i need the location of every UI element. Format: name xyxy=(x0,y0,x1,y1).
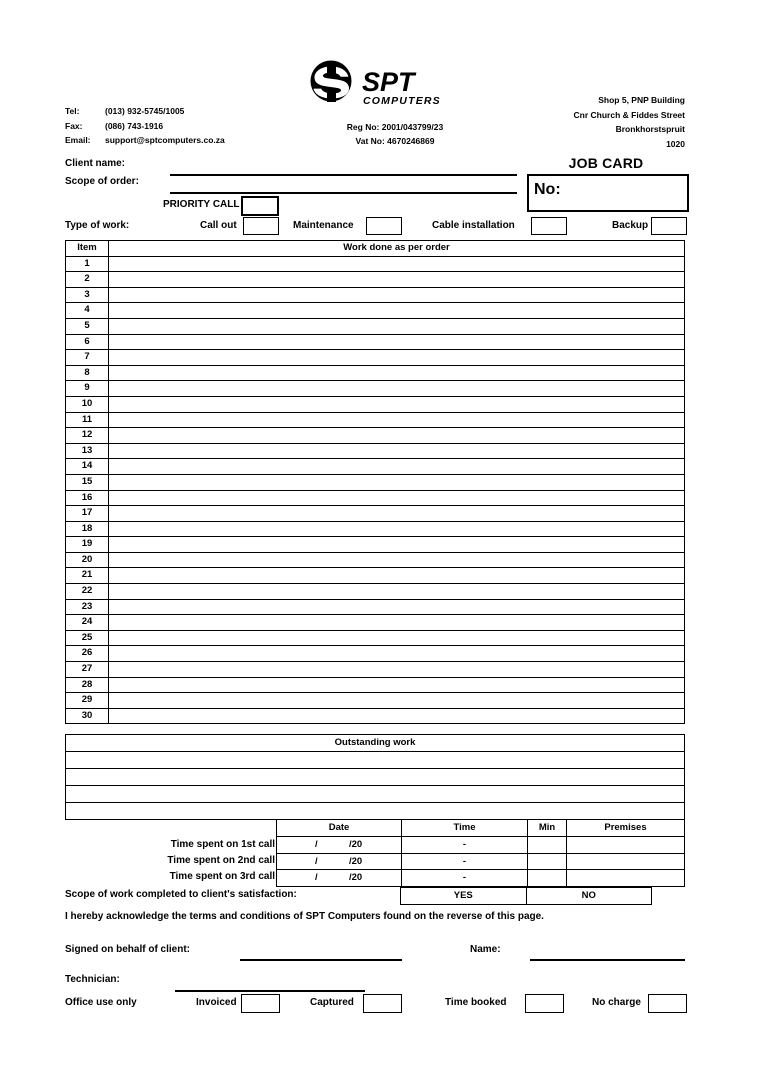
table-row xyxy=(66,318,685,334)
work-table-head xyxy=(66,241,685,257)
table-row xyxy=(66,630,685,646)
table-row xyxy=(66,490,685,506)
technician-input-line[interactable] xyxy=(175,990,365,992)
company-contact-block xyxy=(65,104,225,148)
table-row xyxy=(66,350,685,366)
contact-label: Tel: xyxy=(65,106,80,116)
table-row xyxy=(66,474,685,490)
signed-on-behalf-label: Signed on behalf of client: xyxy=(65,944,190,955)
signed-on-behalf-input-line[interactable] xyxy=(240,959,402,961)
type-of-work-checkbox[interactable] xyxy=(243,217,279,235)
table-row xyxy=(66,365,685,381)
table-row xyxy=(66,396,685,412)
time-header-min: Min xyxy=(528,820,567,837)
work-row-item-number: 29 xyxy=(66,693,109,709)
work-row-description[interactable] xyxy=(109,599,685,615)
time-spent-row-label: Time spent on 2nd call xyxy=(167,854,275,866)
work-row-description[interactable] xyxy=(109,396,685,412)
work-row-item-number: 8 xyxy=(66,365,109,381)
work-row-item-number: 22 xyxy=(66,584,109,600)
work-row-item-number: 18 xyxy=(66,521,109,537)
logo-tagline: COMPUTERS xyxy=(363,95,441,107)
time-header-date: Date xyxy=(277,820,402,837)
name-input-line[interactable] xyxy=(530,959,685,961)
satisfaction-yes-option[interactable]: YES xyxy=(401,888,527,905)
work-row-item-number: 16 xyxy=(66,490,109,506)
table-row xyxy=(66,287,685,303)
type-of-work-checkbox[interactable] xyxy=(366,217,402,235)
contact-value: (013) 932-5745/1005 xyxy=(105,106,185,116)
outstanding-work-header-row xyxy=(66,735,685,752)
work-row-item-number: 4 xyxy=(66,303,109,319)
time-table-body xyxy=(277,836,685,886)
office-use-option-label: No charge xyxy=(592,997,641,1008)
table-row xyxy=(66,412,685,428)
office-use-option-label: Invoiced xyxy=(196,997,237,1008)
address-line: 1020 xyxy=(666,138,685,149)
office-use-label: Office use only xyxy=(65,997,137,1008)
logo-graphic xyxy=(305,60,465,112)
type-of-work-label: Type of work: xyxy=(65,220,130,231)
work-row-description[interactable] xyxy=(109,662,685,678)
company-registration-block xyxy=(290,120,500,148)
page-title: JOB CARD xyxy=(568,155,644,171)
job-number-box[interactable] xyxy=(527,174,689,212)
scope-of-order-label: Scope of order: xyxy=(65,176,139,187)
work-row-description[interactable] xyxy=(109,459,685,475)
work-row-description[interactable] xyxy=(109,412,685,428)
work-row-description[interactable] xyxy=(109,646,685,662)
work-row-item-number: 12 xyxy=(66,428,109,444)
work-row-description[interactable] xyxy=(109,443,685,459)
table-row xyxy=(66,646,685,662)
date-slash-year: /20 xyxy=(349,838,363,850)
contact-value: (086) 743-1916 xyxy=(105,120,164,131)
work-row-description[interactable] xyxy=(109,381,685,397)
table-row xyxy=(66,693,685,709)
contact-row xyxy=(65,133,225,148)
work-table-header-item: Item xyxy=(66,241,109,257)
date-slash-year: /20 xyxy=(349,855,363,867)
table-row xyxy=(66,521,685,537)
scope-of-order-input-line[interactable] xyxy=(170,192,517,194)
work-row-description[interactable] xyxy=(109,506,685,522)
outstanding-work-line[interactable] xyxy=(66,752,685,769)
work-row-item-number: 2 xyxy=(66,272,109,288)
outstanding-work-line[interactable] xyxy=(66,786,685,803)
work-row-item-number: 19 xyxy=(66,537,109,553)
work-row-item-number: 10 xyxy=(66,396,109,412)
office-use-checkbox[interactable] xyxy=(241,994,280,1013)
name-label: Name: xyxy=(470,944,501,955)
table-row xyxy=(66,599,685,615)
type-of-work-option-label: Maintenance xyxy=(293,220,354,231)
table-row xyxy=(66,506,685,522)
time-row-min[interactable] xyxy=(528,853,567,870)
table-row xyxy=(277,836,685,853)
time-row-date[interactable] xyxy=(277,853,402,870)
work-row-description[interactable] xyxy=(109,615,685,631)
table-row xyxy=(66,303,685,319)
table-row xyxy=(66,803,685,820)
contact-row xyxy=(65,119,225,134)
address-line: Bronkhorstspruit xyxy=(615,124,685,134)
table-row xyxy=(66,256,685,272)
time-row-min[interactable] xyxy=(528,836,567,853)
time-spent-row-labels xyxy=(110,837,275,884)
outstanding-work-body xyxy=(66,735,685,820)
work-row-item-number: 26 xyxy=(66,646,109,662)
time-row-date[interactable] xyxy=(277,870,402,887)
time-table-header-row xyxy=(277,820,685,837)
time-row-premises[interactable] xyxy=(567,836,685,853)
type-of-work-option-label: Backup xyxy=(612,220,649,231)
office-use-option-label: Time booked xyxy=(445,997,507,1008)
work-row-item-number: 15 xyxy=(66,474,109,490)
satisfaction-choice-table xyxy=(400,887,652,905)
work-row-description[interactable] xyxy=(109,474,685,490)
work-row-description[interactable] xyxy=(109,521,685,537)
client-name-label: Client name: xyxy=(65,158,126,169)
outstanding-work-line[interactable] xyxy=(66,769,685,786)
work-row-item-number: 23 xyxy=(66,599,109,615)
table-row xyxy=(66,443,685,459)
table-row xyxy=(66,615,685,631)
time-row-time[interactable]: - xyxy=(402,870,528,887)
time-row-min[interactable] xyxy=(528,870,567,887)
work-row-description[interactable] xyxy=(109,552,685,568)
contact-label: Email: xyxy=(65,135,91,145)
vat-no: Vat No: 4670246869 xyxy=(355,136,435,146)
contact-table xyxy=(65,104,225,148)
work-row-description[interactable] xyxy=(109,693,685,709)
satisfaction-no-option[interactable]: NO xyxy=(526,888,652,905)
table-row xyxy=(66,381,685,397)
table-row xyxy=(66,752,685,769)
work-row-item-number: 7 xyxy=(66,350,109,366)
office-use-checkbox[interactable] xyxy=(648,994,687,1013)
time-row-time[interactable]: - xyxy=(402,853,528,870)
table-row xyxy=(66,662,685,678)
office-use-checkbox[interactable] xyxy=(363,994,402,1013)
work-done-table xyxy=(65,240,685,724)
table-row xyxy=(277,870,685,887)
work-row-item-number: 20 xyxy=(66,552,109,568)
time-row-premises[interactable] xyxy=(567,870,685,887)
type-of-work-option-label: Call out xyxy=(200,220,237,231)
job-number-label: No: xyxy=(534,181,561,198)
contact-row xyxy=(65,104,225,119)
table-row xyxy=(66,584,685,600)
type-of-work-checkbox[interactable] xyxy=(531,217,567,235)
work-row-item-number: 27 xyxy=(66,662,109,678)
outstanding-work-header: Outstanding work xyxy=(66,735,685,752)
address-line: Shop 5, PNP Building xyxy=(598,95,685,105)
date-slash-year: /20 xyxy=(349,872,363,884)
work-row-item-number: 11 xyxy=(66,412,109,428)
work-row-item-number: 6 xyxy=(66,334,109,350)
table-row xyxy=(66,677,685,693)
work-row-description[interactable] xyxy=(109,365,685,381)
work-row-description[interactable] xyxy=(109,428,685,444)
work-row-description[interactable] xyxy=(109,256,685,272)
type-of-work-checkbox[interactable] xyxy=(651,217,687,235)
company-address-block xyxy=(574,93,685,151)
work-row-description[interactable] xyxy=(109,350,685,366)
client-name-input-line[interactable] xyxy=(170,174,517,176)
time-row-date[interactable] xyxy=(277,836,402,853)
work-row-item-number: 24 xyxy=(66,615,109,631)
table-row xyxy=(66,428,685,444)
logo-s-mark xyxy=(311,61,352,103)
priority-call-label: PRIORITY CALL xyxy=(163,199,240,210)
priority-call-checkbox[interactable] xyxy=(241,196,279,216)
time-spent-row-label: Time spent on 3rd call xyxy=(169,870,275,882)
time-spent-table xyxy=(276,819,685,887)
work-row-description[interactable] xyxy=(109,537,685,553)
work-row-item-number: 1 xyxy=(66,256,109,272)
reg-no: Reg No: 2001/043799/23 xyxy=(346,122,444,132)
outstanding-work-table xyxy=(65,734,685,820)
work-row-item-number: 14 xyxy=(66,459,109,475)
work-row-description[interactable] xyxy=(109,318,685,334)
work-row-item-number: 3 xyxy=(66,287,109,303)
work-row-description[interactable] xyxy=(109,490,685,506)
satisfaction-row xyxy=(401,888,652,905)
address-line: Cnr Church & Fiddes Street xyxy=(573,109,685,120)
outstanding-work-line[interactable] xyxy=(66,803,685,820)
work-row-item-number: 21 xyxy=(66,568,109,584)
work-row-description[interactable] xyxy=(109,708,685,724)
time-spent-row-label: Time spent on 1st call xyxy=(170,839,275,850)
work-row-description[interactable] xyxy=(109,630,685,646)
work-row-description[interactable] xyxy=(109,584,685,600)
work-row-description[interactable] xyxy=(109,272,685,288)
time-table-head xyxy=(277,820,685,837)
logo-wordmark: SPT xyxy=(362,67,415,97)
work-row-item-number: 5 xyxy=(66,318,109,334)
date-slash-first: / xyxy=(315,872,318,884)
work-row-item-number: 17 xyxy=(66,506,109,522)
table-row xyxy=(277,853,685,870)
work-row-description[interactable] xyxy=(109,334,685,350)
work-row-item-number: 9 xyxy=(66,381,109,397)
work-table-body xyxy=(66,256,685,724)
spt-computers-logo xyxy=(305,60,465,112)
table-row xyxy=(66,786,685,803)
technician-label: Technician: xyxy=(65,974,120,985)
work-row-item-number: 25 xyxy=(66,630,109,646)
table-row xyxy=(66,537,685,553)
work-row-description[interactable] xyxy=(109,677,685,693)
time-row-time[interactable]: - xyxy=(402,836,528,853)
work-row-item-number: 28 xyxy=(66,677,109,693)
office-use-option-label: Captured xyxy=(310,997,354,1008)
table-row xyxy=(66,272,685,288)
type-of-work-option-label: Cable installation xyxy=(432,220,515,231)
work-row-item-number: 13 xyxy=(66,443,109,459)
acknowledgement-text: I hereby acknowledge the terms and conditions of SPT Computers found on the reverse of this page. xyxy=(65,911,544,922)
contact-value: support@sptcomputers.co.za xyxy=(105,135,225,145)
table-row xyxy=(66,708,685,724)
work-row-description[interactable] xyxy=(109,287,685,303)
table-row xyxy=(66,552,685,568)
work-row-item-number: 30 xyxy=(66,708,109,724)
time-row-premises[interactable] xyxy=(567,853,685,870)
work-table-header-row xyxy=(66,241,685,257)
time-header-premises: Premises xyxy=(567,820,685,837)
date-slash-first: / xyxy=(315,838,318,850)
work-row-description[interactable] xyxy=(109,568,685,584)
satisfaction-label: Scope of work completed to client's satisfaction: xyxy=(65,889,297,900)
work-row-description[interactable] xyxy=(109,303,685,319)
table-row xyxy=(66,459,685,475)
date-slash-first: / xyxy=(315,855,318,867)
office-use-checkbox[interactable] xyxy=(525,994,564,1013)
contact-label: Fax: xyxy=(65,120,83,131)
table-row xyxy=(66,334,685,350)
work-table-header-description: Work done as per order xyxy=(109,241,685,257)
table-row xyxy=(66,568,685,584)
table-row xyxy=(66,769,685,786)
time-header-time: Time xyxy=(402,820,528,837)
